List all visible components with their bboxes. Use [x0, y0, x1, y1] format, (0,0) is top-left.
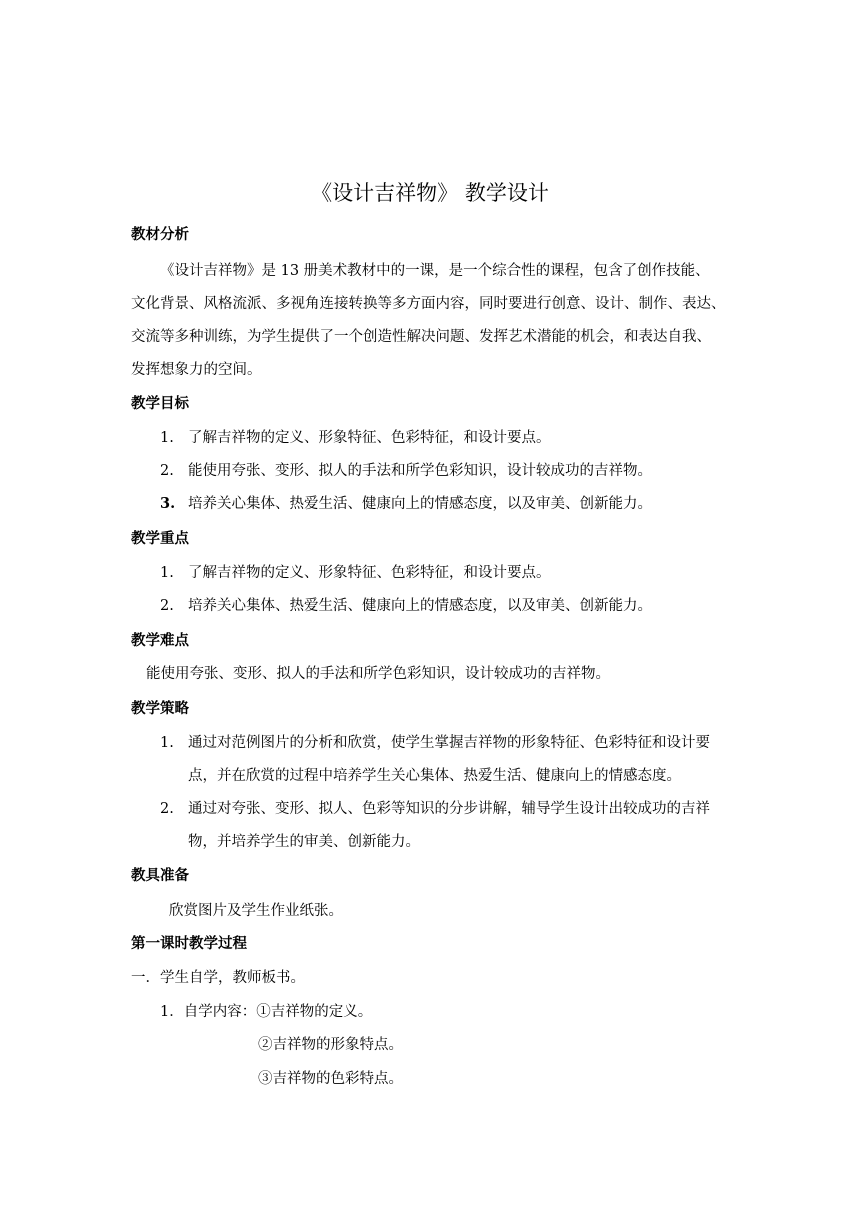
document-title: 《设计吉祥物》 教学设计	[311, 181, 549, 205]
goal-text: 能使用夸张、变形、拟人的手法和所学色彩知识，设计较成功的吉祥物。	[188, 463, 652, 479]
strategy-number: 2.	[160, 801, 174, 817]
strategy-continuation: 物，并培养学生的审美、创新能力。	[188, 834, 420, 850]
goal-text: 了解吉祥物的定义、形象特征、色彩特征，和设计要点。	[188, 430, 551, 446]
goal-number: 1.	[160, 430, 174, 446]
analysis-line: 文化背景、风格流派、多视角连接转换等多方面内容，同时要进行创意、设计、制作、表达、	[131, 296, 726, 312]
goal-item	[160, 428, 770, 448]
goal-text: 培养关心集体、热爱生活、健康向上的情感态度，以及审美、创新能力。	[188, 496, 652, 512]
strategy-number: 1.	[160, 735, 174, 751]
process-sub-text: ②吉祥物的形象特点。	[258, 1037, 403, 1053]
heading-difficulty: 教学难点	[131, 633, 189, 649]
process-sub-text: ③吉祥物的色彩特点。	[258, 1071, 403, 1087]
heading-goals: 教学目标	[131, 396, 189, 412]
strategy-text: 通过对范例图片的分析和欣赏，使学生掌握吉祥物的形象特征、色彩特征和设计要	[188, 735, 710, 751]
key-point-item	[160, 596, 770, 616]
strategy-item	[160, 799, 770, 819]
heading-strategy: 教学策略	[131, 701, 189, 717]
strategy-continuation: 点，并在欣赏的过程中培养学生关心集体、热爱生活、健康向上的情感态度。	[188, 768, 681, 784]
key-point-text: 培养关心集体、热爱生活、健康向上的情感态度，以及审美、创新能力。	[188, 598, 652, 614]
goal-number: 2.	[160, 463, 174, 479]
key-point-number: 1.	[160, 565, 174, 581]
strategy-text: 通过对夸张、变形、拟人、色彩等知识的分步讲解，辅导学生设计出较成功的吉祥	[188, 801, 710, 817]
process-step: 一．学生自学，教师板书。	[131, 970, 305, 986]
strategy-item	[160, 733, 770, 753]
goal-item	[160, 494, 770, 514]
heading-process: 第一课时教学过程	[131, 936, 247, 952]
difficulty-text: 能使用夸张、变形、拟人的手法和所学色彩知识，设计较成功的吉祥物。	[146, 666, 610, 682]
analysis-line: 发挥想象力的空间。	[131, 362, 262, 378]
process-sub-item	[160, 1002, 770, 1022]
heading-materials: 教具准备	[131, 868, 189, 884]
key-point-number: 2.	[160, 598, 174, 614]
analysis-line: 《设计吉祥物》是 13 册美术教材中的一课，是一个综合性的课程，包含了创作技能、	[160, 263, 710, 279]
key-point-text: 了解吉祥物的定义、形象特征、色彩特征，和设计要点。	[188, 565, 551, 581]
heading-analysis: 教材分析	[131, 227, 189, 243]
goal-number: 3.	[160, 495, 176, 512]
key-point-item	[160, 563, 770, 583]
analysis-line: 交流等多种训练，为学生提供了一个创造性解决问题、发挥艺术潜能的机会，和表达自我、	[131, 329, 711, 345]
process-sub-label: 1．自学内容：	[160, 1004, 257, 1020]
process-sub-text: ①吉祥物的定义。	[256, 1004, 373, 1020]
materials-text: 欣赏图片及学生作业纸张。	[169, 903, 343, 919]
heading-key-points: 教学重点	[131, 531, 189, 547]
goal-item	[160, 461, 770, 481]
